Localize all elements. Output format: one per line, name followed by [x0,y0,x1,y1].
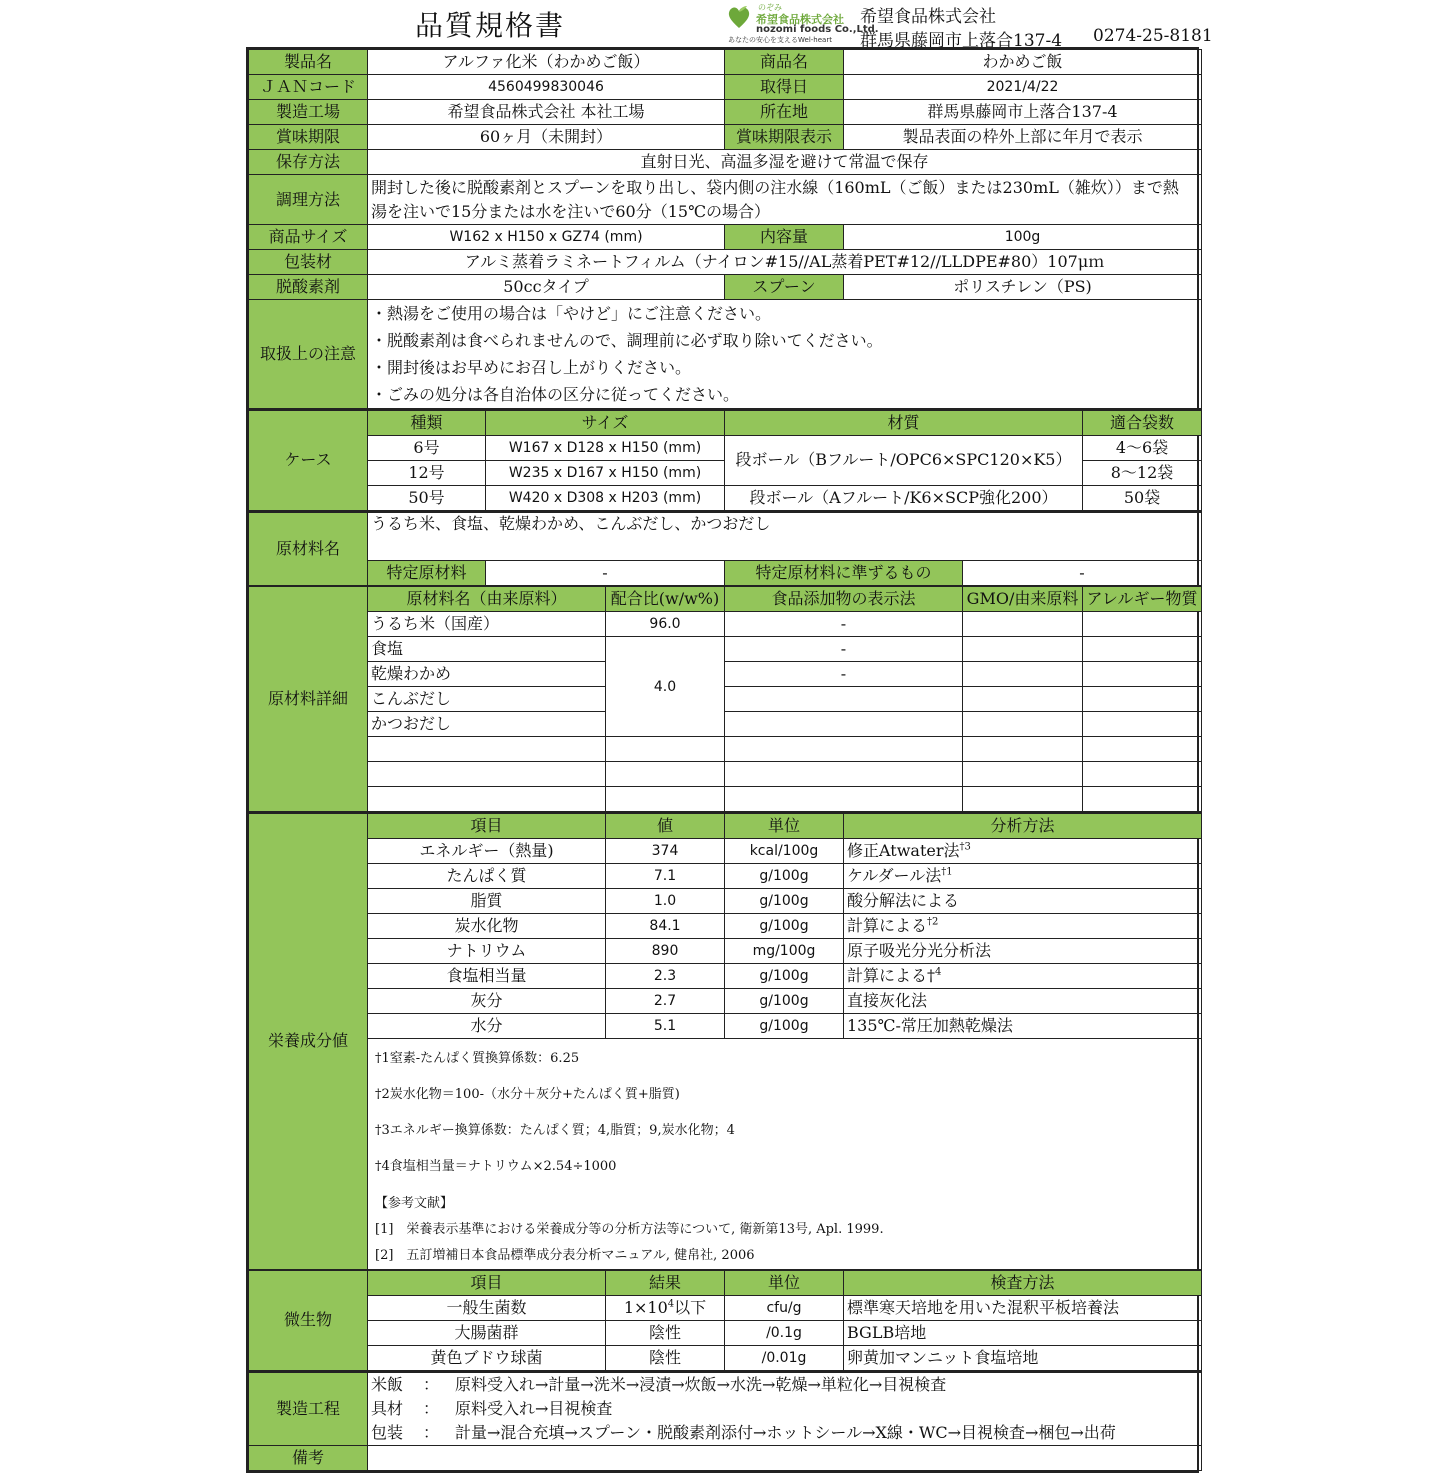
volume-value: 100g [844,225,1202,250]
ingredient-additive [725,687,963,712]
ingredient-gmo [963,637,1083,662]
acquired-label: 取得日 [725,75,844,100]
ingredient-name: こんぶだし [368,687,606,712]
table-row [249,712,1202,737]
column-header: 配合比(w/w%) [606,587,725,612]
nutrient-item: 炭水化物 [368,913,606,938]
factory-value: 希望食品株式会社 本社工場 [368,100,725,125]
logo-furigana: のぞみ [758,3,782,12]
packaging-label: 包装材 [249,250,368,275]
process-name: 包装 [371,1422,404,1442]
process-steps [368,1372,1202,1446]
remarks-label: 備考 [249,1445,368,1470]
storage-value: 直射日光、高温多湿を避けて常温で保存 [368,150,1202,175]
footnote-mark: 4 [935,966,942,978]
ingredient-additive [725,712,963,737]
footnote-mark: †3 [959,841,971,853]
factory-label: 製造工場 [249,100,368,125]
nutrition-notes [368,1038,1202,1269]
packaging-value: アルミ蒸着ラミネートフィルム（ナイロン#15//AL蒸着PET#12//LLDPE#80）107μｍ [368,250,1202,275]
ingredient-ratio: 4.0 [606,637,725,737]
footnote: †4食塩相当量＝ナトリウム×2.54÷1000 [375,1158,617,1174]
method-text: 修正Atwater法 [847,840,960,860]
table-row [249,737,1202,762]
company-logo [724,2,879,44]
location-value: 群馬県藤岡市上落合137-4 [844,100,1202,125]
case-size: W167 x D128 x H150 (mm) [486,435,725,460]
specific-allergen-value: - [486,561,725,586]
ingredient-name: うるち米（国産） [368,612,606,637]
cooking-label: 調理方法 [249,175,368,225]
trade-name-value: わかめご飯 [844,50,1202,75]
nutrient-unit: g/100g [725,963,844,988]
micro-item: 一般生菌数 [368,1295,606,1320]
process-row [371,1373,1198,1397]
case-size: W235 x D167 x H150 (mm) [486,460,725,485]
storage-label: 保存方法 [249,150,368,175]
method-text: 原子吸光分光分析法 [847,940,992,960]
process-flow: 原料受入れ→計量→洗米→浸漬→炊飯→水洗→乾燥→単粒化→目視検査 [455,1374,947,1394]
table-row [249,1372,1202,1446]
table-row [249,150,1202,175]
column-header: 項目 [368,813,606,838]
column-header: アレルギー物質 [1083,587,1202,612]
column-header: 検査方法 [844,1270,1202,1295]
document-title: 品質規格書 [415,9,566,42]
micro-unit: /0.01g [725,1345,844,1370]
shelf-life-value: 60ヶ月（未開封） [368,125,725,150]
exponent: 4 [667,1298,675,1310]
table-row [249,813,1202,838]
ingredient-gmo [963,712,1083,737]
remarks-value [368,1445,1202,1470]
table-row [249,888,1202,913]
logo-company-en: nozomi foods Co.,Ltd. [756,24,879,35]
spoon-value: ポリスチレン（PS) [844,275,1202,300]
nutrient-method [844,888,1202,913]
column-header: 材質 [725,410,1083,435]
column-header: サイズ [486,410,725,435]
micro-item: 大腸菌群 [368,1320,606,1345]
nutrient-method [844,963,1202,988]
nutrient-method [844,938,1202,963]
nutrient-value: 2.7 [606,988,725,1013]
process-sep: ： [422,1398,439,1418]
nutrition-table [248,812,1202,1270]
micro-item: 黄色ブドウ球菌 [368,1345,606,1370]
logo-company-jp: 希望食品株式会社 [756,13,844,26]
method-text: 直接灰化法 [847,990,928,1010]
process-sep: ： [422,1422,439,1442]
method-text: ケルダール法 [847,865,942,885]
caution-item: ・熱湯をご使用の場合は「やけど」にご注意ください。 [371,304,772,323]
jan-label: ＪＡＮコード [249,75,368,100]
table-row [249,410,1202,435]
table-row [249,1270,1202,1295]
caution-item: ・脱酸素剤は食べられませんので、調理前に必ず取り除いてください。 [371,331,883,350]
trade-name-label: 商品名 [725,50,844,75]
case-material: 段ボール（Bフルート/OPC6×SPC120×K5） [725,435,1083,485]
table-row [249,100,1202,125]
reference-item: [2] 五訂増補日本食品標準成分表分析マニュアル, 健帛社, 2006 [375,1247,755,1263]
table-row [249,963,1202,988]
table-row [249,250,1202,275]
shelf-life-label: 賞味期限 [249,125,368,150]
basic-info-table [248,49,1202,409]
jan-value: 4560499830046 [368,75,725,100]
case-table [248,409,1202,511]
ingredients-table [248,511,1202,587]
table-row [249,485,1202,510]
nutrition-label: 栄養成分値 [249,813,368,1269]
method-text: 計算による† [847,965,936,985]
method-text: 計算による [847,915,928,935]
micro-result: 陰性 [606,1320,725,1345]
ingredient-allergen [1083,662,1202,687]
table-row [249,838,1202,863]
nutrient-item: ナトリウム [368,938,606,963]
reference-item: [1] 栄養表示基準における栄養成分等の分析方法等について, 衛新第13号, Apl. 1999. [375,1221,884,1237]
table-row [249,587,1202,612]
table-row [249,1013,1202,1038]
table-row [249,662,1202,687]
micro-unit: cfu/g [725,1295,844,1320]
ingredient-name: かつおだし [368,712,606,737]
nutrient-method [844,838,1202,863]
table-row [249,50,1202,75]
nutrient-unit: g/100g [725,913,844,938]
company-name: 希望食品株式会社 [860,7,996,27]
nutrient-method [844,913,1202,938]
case-bags: 8～12袋 [1083,460,1202,485]
column-header: 分析方法 [844,813,1202,838]
method-text: 酸分解法による [847,890,960,910]
micro-result [606,1295,725,1320]
column-header: 単位 [725,1270,844,1295]
specific-equiv-label: 特定原材料に準ずるもの [725,561,963,586]
footnote-mark: †1 [941,866,953,878]
product-name-value: アルファ化米（わかめご飯） [368,50,725,75]
table-row [249,435,1202,460]
ingredient-name: 食塩 [368,637,606,662]
table-row [249,612,1202,637]
nutrient-item: 水分 [368,1013,606,1038]
column-header: 適合袋数 [1083,410,1202,435]
nutrient-unit: g/100g [725,988,844,1013]
process-row [371,1397,1198,1421]
column-header: 結果 [606,1270,725,1295]
spoon-label: スプーン [725,275,844,300]
ingredient-gmo [963,612,1083,637]
ingredient-allergen [1083,712,1202,737]
caution-list [368,300,1202,409]
ingredient-allergen [1083,687,1202,712]
nutrient-method [844,863,1202,888]
caution-item: ・ごみの処分は各自治体の区分に従ってください。 [371,385,740,404]
table-row [249,787,1202,812]
nutrient-unit: mg/100g [725,938,844,963]
cooking-line: 湯を注いで15分または水を注いで60分（15℃の場合） [371,201,770,221]
volume-label: 内容量 [725,225,844,250]
ingredient-additive: - [725,637,963,662]
process-table [248,1371,1202,1471]
nutrient-item: エネルギー（熱量) [368,838,606,863]
nutrient-item: 灰分 [368,988,606,1013]
micro-label: 微生物 [249,1270,368,1370]
nutrient-unit: g/100g [725,863,844,888]
nutrient-item: 食塩相当量 [368,963,606,988]
table-row [249,637,1202,662]
case-material: 段ボール（Aフルート/K6×SCP強化200） [725,485,1083,510]
column-header: 原材料名（由来原料） [368,587,606,612]
process-flow: 計量→混合充填→スプーン・脱酸素剤添付→ホットシール→X線・WC→目視検査→梱包→出荷 [455,1422,1116,1442]
ingredient-ratio: 96.0 [606,612,725,637]
company-address: 群馬県藤岡市上落合137-4 [860,31,1063,51]
table-row [249,275,1202,300]
process-row [371,1421,1198,1445]
spec-sheet [246,47,1199,1473]
size-label: 商品サイズ [249,225,368,250]
ingredient-gmo [963,687,1083,712]
micro-unit: /0.1g [725,1320,844,1345]
ingredient-allergen [1083,637,1202,662]
table-row [249,1320,1202,1345]
references-title: 【参考文献】 [375,1195,454,1211]
table-row [249,938,1202,963]
micro-method: 標準寒天培地を用いた混釈平板培養法 [844,1295,1202,1320]
micro-table [248,1270,1202,1371]
caution-item: ・開封後はお早めにお召し上がりください。 [371,358,692,377]
ingredient-additive: - [725,612,963,637]
table-row [249,762,1202,787]
table-row [249,1445,1202,1470]
acquired-value: 2021/4/22 [844,75,1202,100]
oxygen-absorber-value: 50ccタイプ [368,275,725,300]
ingredient-detail-table [248,586,1202,812]
case-type: 50号 [368,485,486,510]
ingredients-text: うるち米、食塩、乾燥わかめ、こんぶだし、かつおだし [368,512,1202,561]
result-text: 1×10 [623,1297,668,1317]
process-flow: 原料受入れ→目視検査 [455,1398,613,1418]
shelf-display-value: 製品表面の枠外上部に年月で表示 [844,125,1202,150]
nutrient-unit: g/100g [725,888,844,913]
table-row [249,225,1202,250]
specific-allergen-label: 特定原材料 [368,561,486,586]
nutrient-value: 890 [606,938,725,963]
micro-method: BGLB培地 [844,1320,1202,1345]
nutrient-item: たんぱく質 [368,863,606,888]
case-size: W420 x D308 x H203 (mm) [486,485,725,510]
ingredients-label: 原材料名 [249,512,368,586]
result-tail: 以下 [674,1297,707,1317]
process-name: 具材 [371,1398,404,1418]
case-type: 6号 [368,435,486,460]
nutrient-method [844,1013,1202,1038]
process-label: 製造工程 [249,1372,368,1446]
cooking-value [368,175,1202,225]
footnote-mark: †2 [927,916,939,928]
case-bags: 50袋 [1083,485,1202,510]
caution-label: 取扱上の注意 [249,300,368,409]
ingredient-allergen [1083,612,1202,637]
case-label: ケース [249,410,368,510]
nutrient-value: 2.3 [606,963,725,988]
table-row [249,1345,1202,1370]
nutrient-value: 84.1 [606,913,725,938]
location-label: 所在地 [725,100,844,125]
shelf-display-label: 賞味期限表示 [725,125,844,150]
column-header: 食品添加物の表示法 [725,587,963,612]
column-header: GMO/由来原料 [963,587,1083,612]
table-row [249,561,1202,586]
table-row [249,175,1202,225]
specific-equiv-value: - [963,561,1202,586]
footnote: †2炭水化物＝100-（水分＋灰分+たんぱく質+脂質) [375,1086,680,1102]
ingredient-detail-label: 原材料詳細 [249,587,368,812]
size-value: W162 x H150 x GZ74 (mm) [368,225,725,250]
table-row [249,512,1202,561]
footnote: †1窒素-たんぱく質換算係数：6.25 [375,1050,580,1066]
micro-method: 卵黄加マンニット食塩培地 [844,1345,1202,1370]
case-type: 12号 [368,460,486,485]
table-row [249,913,1202,938]
heart-leaf-icon [726,4,752,30]
cooking-line: 開封した後に脱酸素剤とスプーンを取り出し、袋内側の注水線（160mL（ご飯）または230mL（雑炊））まで熱 [371,177,1179,197]
table-row [249,988,1202,1013]
nutrient-unit: g/100g [725,1013,844,1038]
table-row [249,125,1202,150]
nutrient-value: 5.1 [606,1013,725,1038]
column-header: 単位 [725,813,844,838]
column-header: 種類 [368,410,486,435]
process-name: 米飯 [371,1374,404,1394]
table-row [249,75,1202,100]
column-header: 値 [606,813,725,838]
product-name-label: 製品名 [249,50,368,75]
ingredient-additive: - [725,662,963,687]
nutrient-value: 1.0 [606,888,725,913]
nutrient-value: 7.1 [606,863,725,888]
nutrient-unit: kcal/100g [725,838,844,863]
nutrient-value: 374 [606,838,725,863]
company-phone: 0274-25-8181 [1093,26,1213,46]
process-sep: ： [422,1374,439,1394]
method-text: 135℃-常圧加熱乾燥法 [847,1015,1013,1035]
oxygen-absorber-label: 脱酸素剤 [249,275,368,300]
nutrient-method [844,988,1202,1013]
nutrient-item: 脂質 [368,888,606,913]
ingredient-name: 乾燥わかめ [368,662,606,687]
footnote: †3エネルギー換算係数：たんぱく質；4,脂質；9,炭水化物；4 [375,1122,735,1138]
micro-result: 陰性 [606,1345,725,1370]
ingredient-gmo [963,662,1083,687]
table-row [249,687,1202,712]
table-row [249,863,1202,888]
table-row [249,300,1202,409]
case-bags: 4～6袋 [1083,435,1202,460]
column-header: 項目 [368,1270,606,1295]
logo-tagline: あなたの安心を支えるWel-heart [728,36,832,44]
table-row [249,1038,1202,1269]
table-row [249,1295,1202,1320]
